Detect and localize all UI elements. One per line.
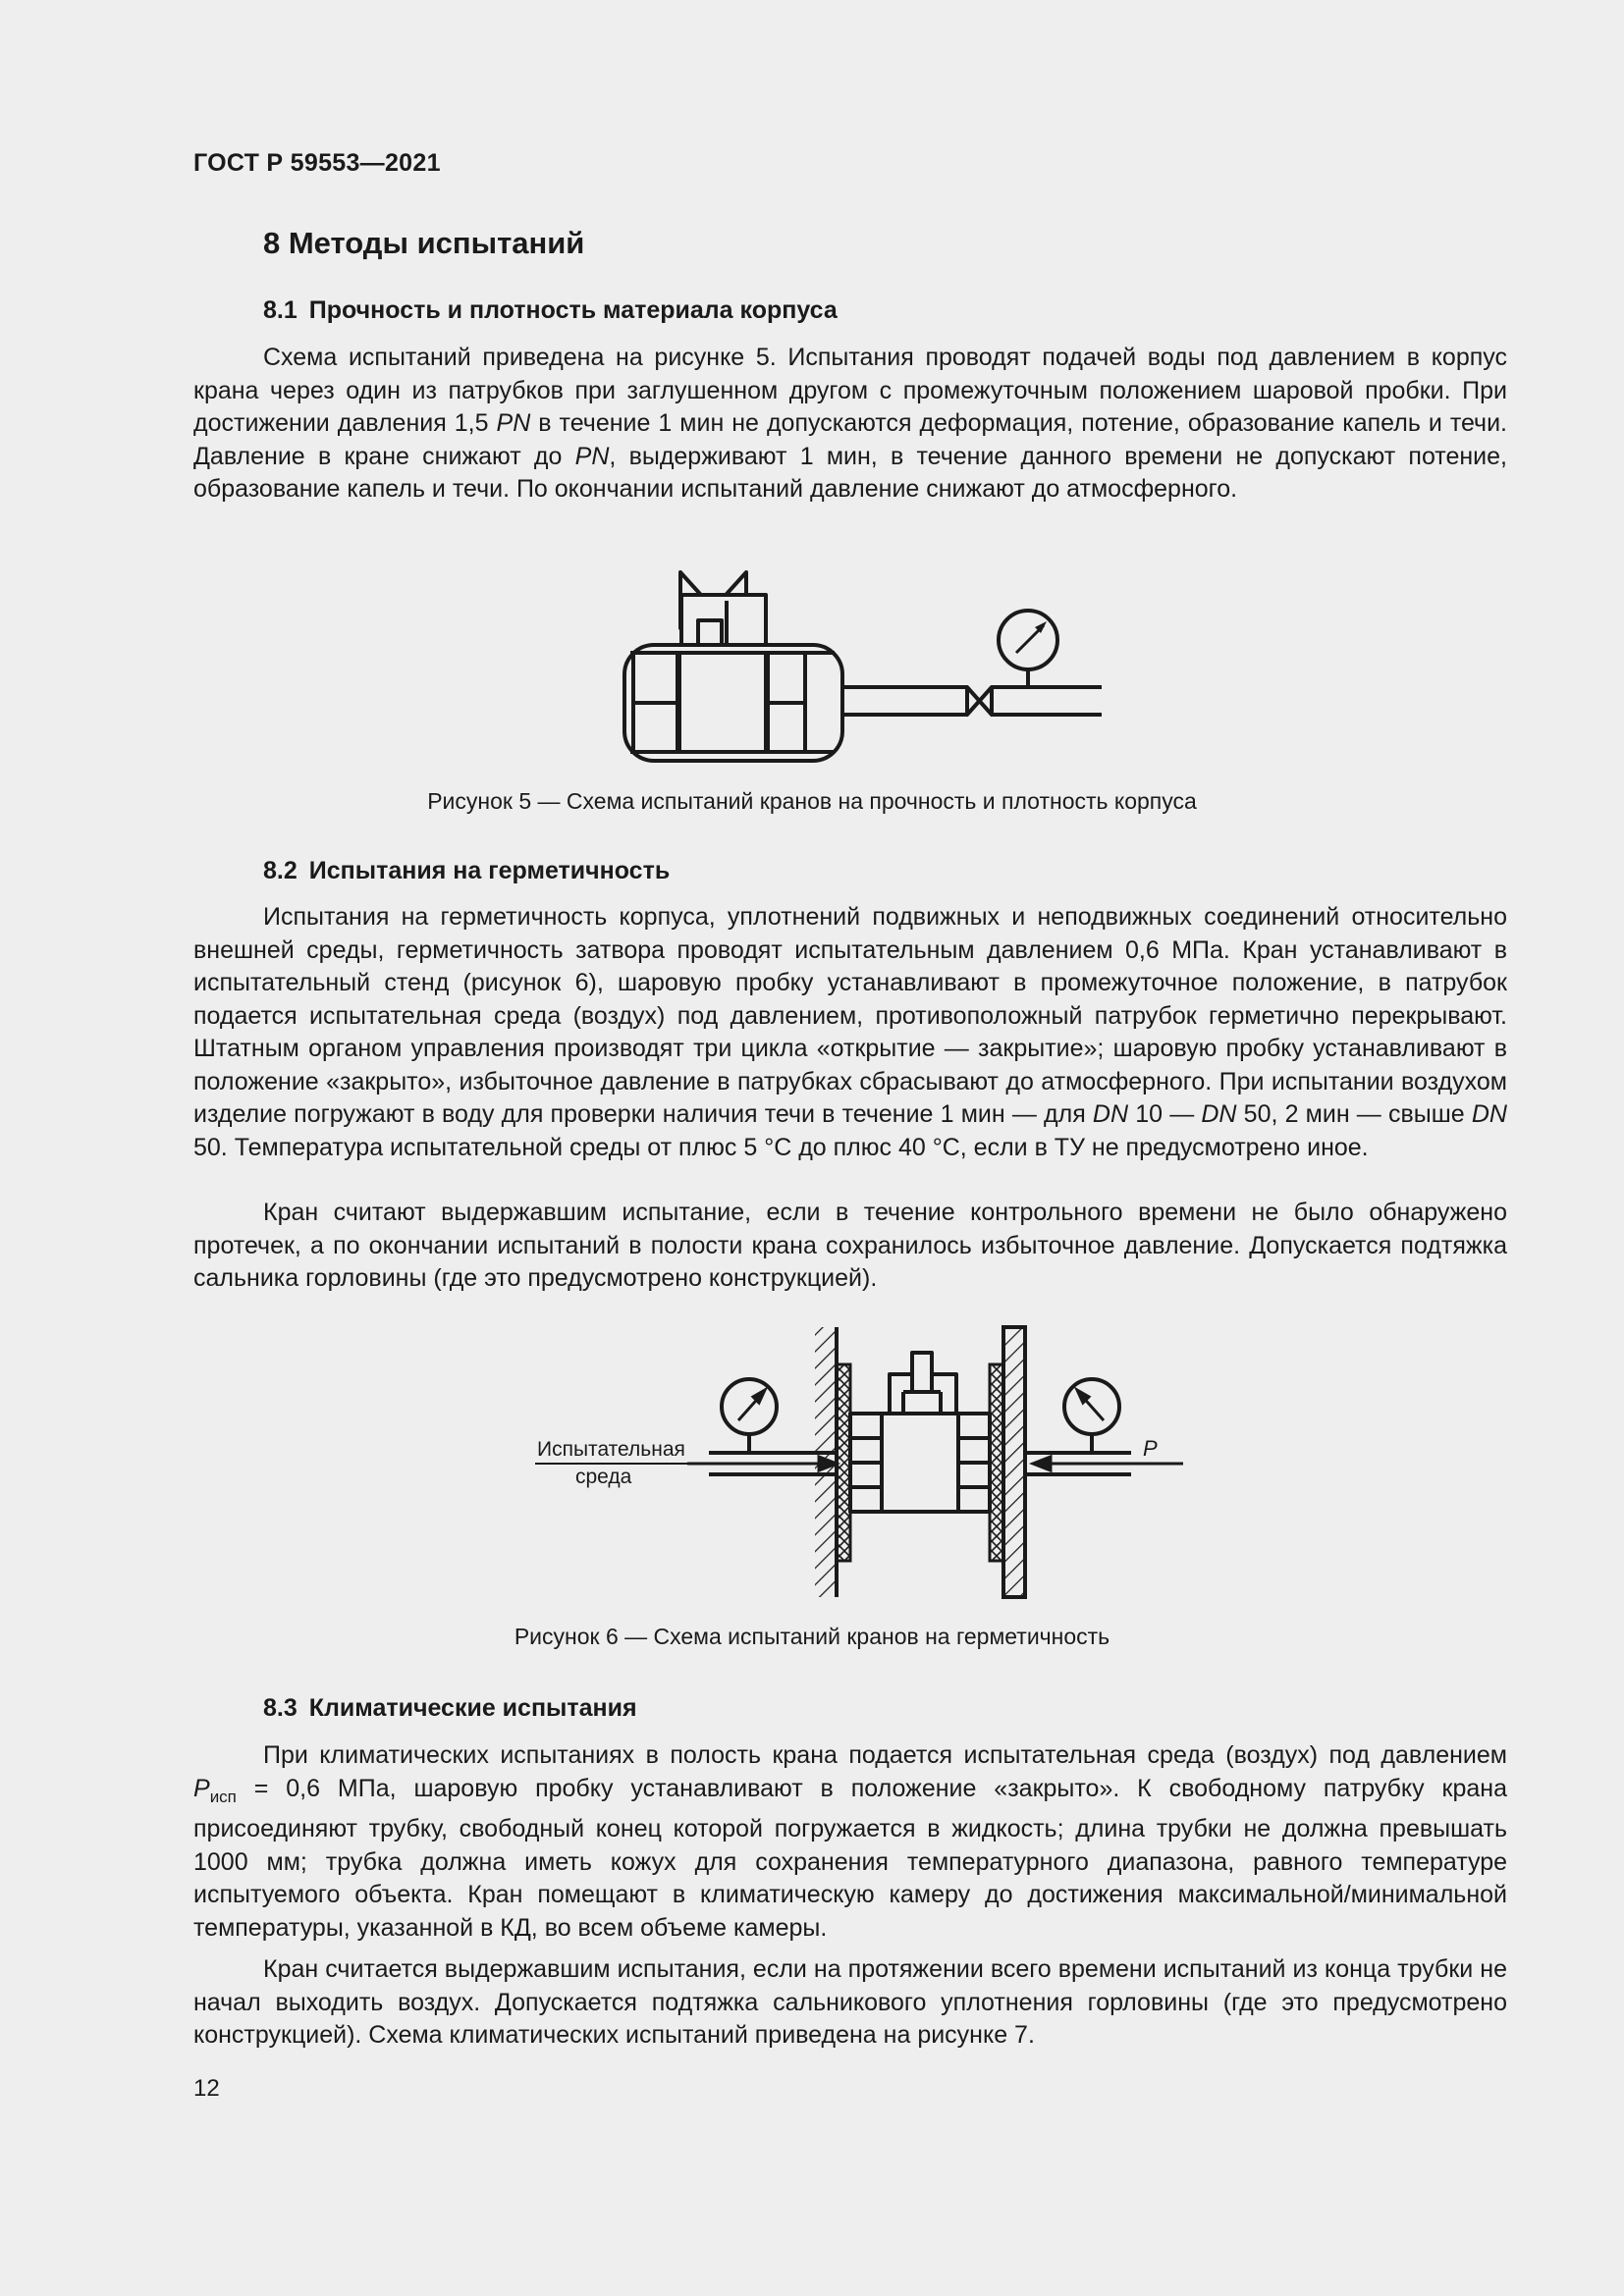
subsection-8-2-heading [263,857,670,885]
subsection-title: Испытания на герметичность [308,857,671,884]
paragraph-8-2-2: Кран считают выдержавшим испытание, если в течение контрольного времени не было обнаружено протечек, а по окончании испытаний в полости крана сохранилось избыточное давление. Допускается подтяжка сальника горловины (где это предусмотрено конструкцией). [193,1199,1507,1292]
text-run: в течение 1 мин не допускаются деформация, потение, образование капель и течи. Давление в кране снижают до [193,409,1507,470]
figure-5-caption: Рисунок 5 — Схема испытаний кранов на прочность и плотность корпуса [427,788,1197,814]
pressure-label: P [1143,1436,1158,1461]
document-code: ГОСТ Р 59553—2021 [193,149,441,177]
text-run-italic: DN [1201,1100,1237,1128]
test-medium-label-line2: среда [575,1466,632,1488]
text-run-italic: P [193,1774,210,1802]
text-run-italic: PN [496,409,531,437]
subsection-number: 8.1 [263,296,298,324]
paragraph-8-3-1 [193,1739,1507,1945]
text-run: При климатических испытаниях в полость крана подается испытательная среда (воздух) под давлением [263,1741,1507,1769]
text-run-italic: DN [1471,1100,1507,1128]
section-title: 8 Методы испытаний [263,226,585,260]
paragraph-8-1 [193,342,1507,507]
subsection-title: Прочность и плотность материала корпуса [308,296,838,324]
text-run: 50, 2 мин — свыше [1236,1100,1472,1128]
paragraph-8-2-1 [193,901,1507,1164]
subsection-8-3-heading [263,1694,637,1723]
left-seal [837,1364,850,1561]
right-seal [990,1364,1003,1561]
shutoff-valve [967,687,992,715]
text-run: Испытания на герметичность корпуса, уплотнений подвижных и неподвижных соединений относительно внешней среды, герметичность затвора проводят испытательным давлением 0,6 МПа. Кран устанавливают в испытательный стенд (рисунок 6), шаровую пробку устанавливают в промежуточное положение, в патрубок подается испытательная среда (воздух) под давлением, противоположный патрубок герметично перекрывают. Штатным органом управления производят три цикла «открытие — закрытие»; шаровую пробку устанавливают в положение «закрыто», избыточное давление в патрубках сбрасывают до атмосферного. При испытании воздухом изделие погружают в воду для проверки наличия течи в течение 1 мин — для [193,903,1507,1128]
text-run-italic: DN [1092,1100,1129,1128]
text-run: Схема испытаний приведена на рисунке 5. Испытания проводят подачей воды под давлением в корпус крана через один из патрубков при заглушенном другом с промежуточным положением шаровой пробки. При достижении давления 1,5 [193,344,1507,437]
text-run: = 0,6 МПа, шаровую пробку устанавливают в положение «закрыто». К свободному патрубку крана присоединяют трубку, свободный конец которой погружается в жидкость; длина трубки не должна превышать 1000 мм; трубка должна иметь кожух для сохранения температурного диапазона, равного температуре испытуемого объекта. Кран помещают в климатическую камеру до достижения максимальной/минимальной температуры, указанной в КД, во всем объеме камеры. [193,1774,1507,1942]
figure-6-caption: Рисунок 6 — Схема испытаний кранов на герметичность [514,1624,1110,1649]
paragraph-8-3-2: Кран считается выдержавшим испытания, если на протяжении всего времени испытаний из конца трубки не начал выходить воздух. Допускается подтяжка сальникового уплотнения горловины (где это предусмотрено конструкцией). Схема климатических испытаний приведена на рисунке 7. [193,1955,1507,2049]
valve-stem [912,1353,932,1392]
test-medium-label-line1: Испытательная [537,1438,685,1461]
text-run: 50. Температура испытательной среды от плюс 5 °С до плюс 40 °С, если в ТУ не предусмотрено иное. [193,1133,1369,1161]
text-run: 10 — [1128,1100,1202,1128]
text-run-subscript: исп [209,1787,237,1806]
figure-6-diagram [525,1320,1183,1605]
subsection-title: Климатические испытания [308,1694,637,1722]
right-wall [1003,1327,1025,1597]
text-run: , выдерживают 1 мин, в течение данного времени не допускают потение, образование капель и течи. По окончании испытаний давление снижают до атмосферного. [193,442,1508,503]
text-run-italic: PN [574,442,610,470]
subsection-8-1-heading [263,296,838,325]
outlet-arrow-icon [1033,1457,1051,1470]
figure-5-diagram [589,564,1119,771]
subsection-number: 8.2 [263,857,298,884]
page-number: 12 [193,2075,220,2102]
subsection-number: 8.3 [263,1694,298,1722]
